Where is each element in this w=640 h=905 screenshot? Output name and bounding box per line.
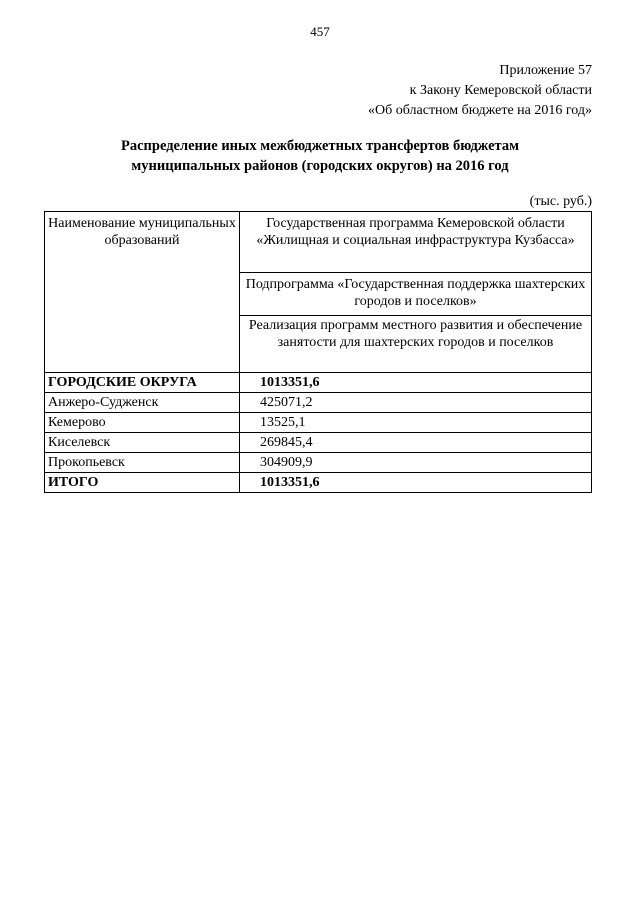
table-row — [45, 413, 592, 433]
row-name: Прокопьевск — [45, 453, 240, 473]
header-municipality-name: Наименование муниципальных образований — [45, 212, 240, 373]
appendix-line-3: «Об областном бюджете на 2016 год» — [368, 103, 592, 118]
page-number: 457 — [310, 24, 330, 39]
table-header-row — [45, 212, 592, 273]
header-implementation: Реализация программ местного развития и обеспечение занятости для шахтерских городов и поселков — [240, 316, 592, 373]
table-row — [45, 373, 592, 393]
table-row — [45, 453, 592, 473]
header-state-program: Государственная программа Кемеровской области «Жилищная и социальная инфраструктура Кузбасса» — [240, 212, 592, 273]
appendix-block — [368, 61, 592, 121]
appendix-line-2: к Закону Кемеровской области — [409, 83, 592, 98]
row-value: 1013351,6 — [240, 473, 592, 493]
row-value: 13525,1 — [240, 413, 592, 433]
row-value: 1013351,6 — [240, 373, 592, 393]
table-row — [45, 393, 592, 413]
row-value: 425071,2 — [240, 393, 592, 413]
row-name: ГОРОДСКИЕ ОКРУГА — [45, 373, 240, 393]
row-name: Анжеро-Судженск — [45, 393, 240, 413]
units-label: (тыс. руб.) — [529, 194, 592, 209]
row-name: Киселевск — [45, 433, 240, 453]
title-line-2: муниципальных районов (городских округов) на 2016 год — [131, 158, 509, 174]
row-value: 304909,9 — [240, 453, 592, 473]
transfers-table — [44, 211, 592, 493]
table-total-row — [45, 473, 592, 493]
appendix-line-1: Приложение 57 — [499, 63, 592, 78]
document-title — [60, 136, 580, 176]
header-subprogram: Подпрограмма «Государственная поддержка шахтерских городов и поселков» — [240, 273, 592, 316]
row-name: ИТОГО — [45, 473, 240, 493]
table-row — [45, 433, 592, 453]
row-value: 269845,4 — [240, 433, 592, 453]
row-name: Кемерово — [45, 413, 240, 433]
title-line-1: Распределение иных межбюджетных трансфертов бюджетам — [121, 138, 519, 154]
